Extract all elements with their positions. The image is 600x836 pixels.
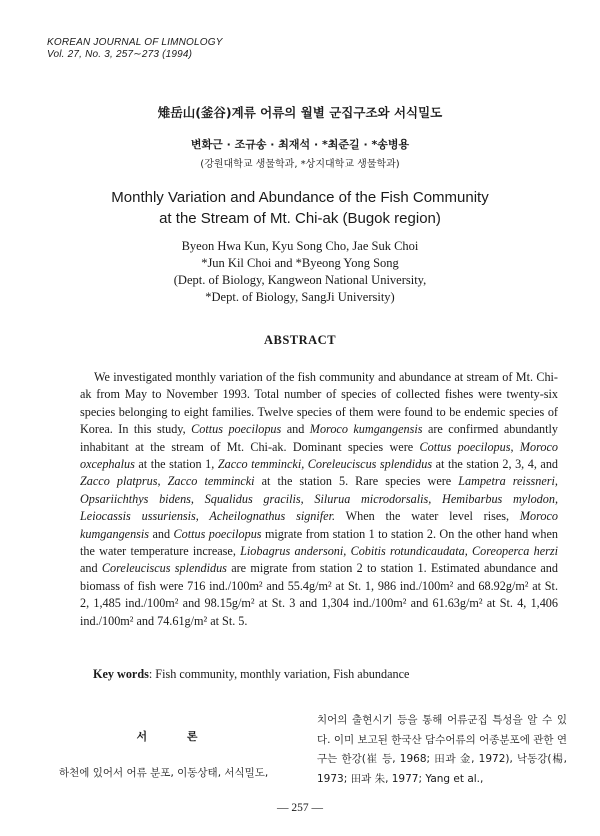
intro-right-text: 치어의 출현시기 등을 통해 어류군집 특성을 알 수 있다. 이미 보고된 한국산 담수어류의 어종분포에 관한 연구는 한강(崔 등, 1968; 田과 金, 1972), 낙동강(楊, 1973; 田과 朱, 1977; Yang et al., xyxy=(317,714,567,785)
abstract-segment: When the water level rises, xyxy=(335,509,520,524)
intro-left-column xyxy=(47,728,287,783)
journal-name: KOREAN JOURNAL OF LIMNOLOGY xyxy=(47,37,223,48)
korean-title: 雉岳山(釜谷)계류 어류의 월별 군집구조와 서식밀도 xyxy=(157,105,443,120)
abstract-text xyxy=(80,369,558,630)
species-name: Liobagrus andersoni, Cobitis rotundicaudata, Coreoperca herzi xyxy=(240,544,558,559)
english-authors-line1: Byeon Hwa Kun, Kyu Song Cho, Jae Suk Choi xyxy=(181,239,419,253)
abstract-segment: at the station 2, 3, 4, and xyxy=(432,457,559,472)
species-name: Cottus poecilopus xyxy=(191,422,282,437)
intro-left-text: 하천에 있어서 어류 분포, 이동상태, 서식밀도, xyxy=(59,767,269,779)
english-affiliation-line2: *Dept. of Biology, SangJi University) xyxy=(205,290,395,304)
korean-authors: 변화근 · 조규송 · 최재석 · *최준길 · *송병용 xyxy=(190,138,410,151)
english-authors xyxy=(0,238,600,306)
page-number: — 257 — xyxy=(277,802,323,814)
english-title-line2: at the Stream of Mt. Chi-ak (Bugok region) xyxy=(159,210,441,227)
abstract-segment: at the station 1, xyxy=(134,457,218,472)
english-authors-line2: *Jun Kil Choi and *Byeong Yong Song xyxy=(201,256,399,270)
abstract-segment: and xyxy=(149,526,174,541)
species-name: Zacco platprus, Zacco temmincki xyxy=(80,474,255,489)
english-title-line1: Monthly Variation and Abundance of the Fish Community xyxy=(111,189,489,206)
keywords xyxy=(93,667,563,682)
abstract-segment: migrate from station 1 to station 2. On the other hand when the water temperature increase, xyxy=(80,526,558,559)
abstract-segment: are confirmed abundantly inhabitant at the stream of Mt. Chi-ak. Dominant species were xyxy=(80,422,558,454)
species-name: Coreleuciscus splendidus xyxy=(101,561,227,576)
journal-volume: Vol. 27, No. 3, 257∼273 (1994) xyxy=(47,49,193,60)
species-name: Cottus poecilopus xyxy=(173,526,262,541)
abstract-heading: ABSTRACT xyxy=(263,333,337,347)
abstract-segment: are migrate from station 2 to station 1. Estimated abundance and biomass of fish were 716 ind./100m² and 55.4g/m² at St. 1, 986 ind./100m² and 68.92g/m² at St. 2, 1,485 ind./100m² and 98.15g/m² at St. 3 and 1,304 ind./100m² and 61.63g/m² at St. 4, 1,406 ind./100m² and 74.61g/m² at St. 5. xyxy=(80,561,558,628)
abstract-segment: and xyxy=(80,561,102,576)
journal-header xyxy=(47,37,347,61)
abstract-segment: We investigated monthly variation of the fish community and abundance at stream of Mt. Chi-ak from May to November 1993. Total number of species of collected fishes were twenty-six species belonging to eight families. Twelve species of them were found to be endemic species of Korea. In this study, xyxy=(80,370,558,437)
keywords-label: Key words xyxy=(93,667,149,681)
korean-affiliation: (강원대학교 생물학과, *상지대학교 생물학과) xyxy=(200,159,400,170)
abstract-segment: and xyxy=(281,422,310,437)
species-name: Moroco kumgangensis xyxy=(80,509,558,541)
keywords-text: : Fish community, monthly variation, Fish abundance xyxy=(148,667,410,681)
section-heading-introduction: 서 론 xyxy=(136,730,216,743)
species-name: Cottus poecilopus, Moroco oxcephalus xyxy=(80,439,558,472)
english-affiliation-line1: (Dept. of Biology, Kangweon National University, xyxy=(173,273,427,287)
english-title xyxy=(0,187,600,229)
species-name: Lampetra reissneri, Opsariichthys bidens, Squalidus gracilis, Silurua microdorsalis, Hemibarbus mylodon, Leiocassis ussuriensis, Acheilognathus signifer. xyxy=(80,474,558,524)
abstract-segment: at the station 5. Rare species were xyxy=(254,474,459,489)
species-name: Moroco kumgangensis xyxy=(309,422,423,437)
species-name: Zacco temmincki, Coreleuciscus splendidus xyxy=(217,457,433,472)
